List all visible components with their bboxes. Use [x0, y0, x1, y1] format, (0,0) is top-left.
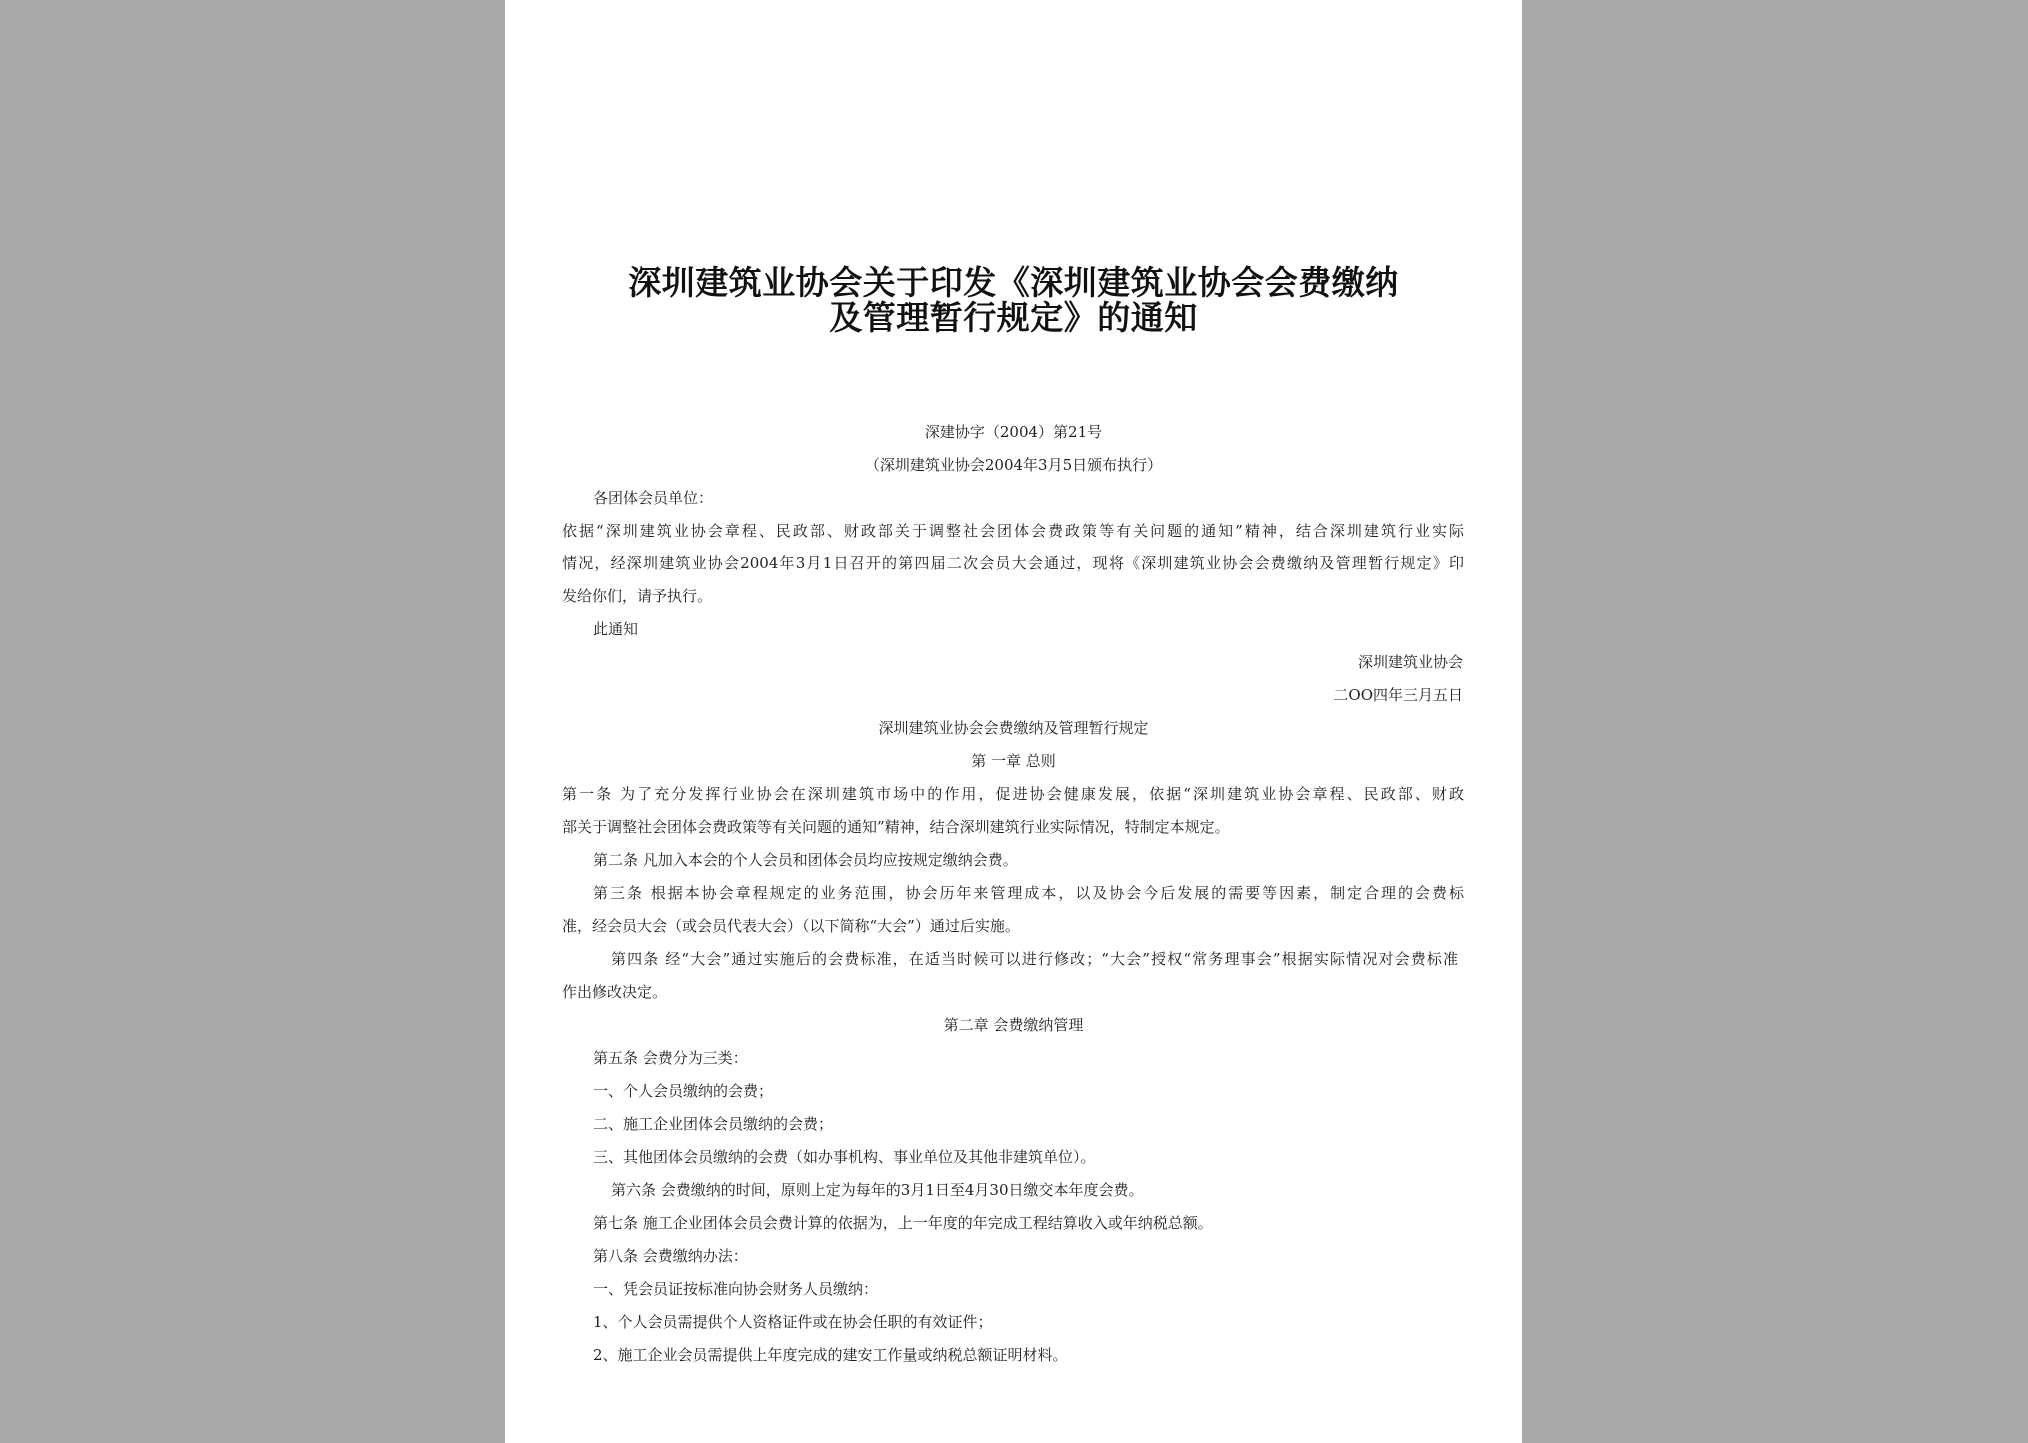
- sign-date: 二OO四年三月五日: [1333, 686, 1463, 704]
- paragraph-line: 依据“深圳建筑业协会章程、民政部、财政部关于调整社会团体会费政策等有关问题的通知”精神，结合深圳建筑行业实际: [562, 522, 1464, 540]
- article-line: 部关于调整社会团体会费政策等有关问题的通知”精神，结合深圳建筑行业实际情况，特制定本规定。: [562, 818, 1230, 836]
- article-line: 作出修改决定。: [562, 983, 668, 1001]
- list-item: 一、个人会员缴纳的会费；: [593, 1082, 774, 1100]
- chapter-heading: 第二章 会费缴纳管理: [943, 1016, 1084, 1034]
- paragraph-line: 发给你们，请予执行。: [562, 587, 713, 605]
- paragraph-line: 情况，经深圳建筑业协会2004年3月1日召开的第四届二次会员大会通过，现将《深圳建筑业协会会费缴纳及管理暂行规定》印: [562, 554, 1464, 572]
- document-title-line2: 及管理暂行规定》的通知: [829, 298, 1198, 337]
- list-item: 1、个人会员需提供个人资格证件或在协会任职的有效证件；: [593, 1313, 993, 1331]
- article-line: 第八条 会费缴纳办法：: [593, 1247, 748, 1265]
- rules-title: 深圳建筑业协会会费缴纳及管理暂行规定: [878, 719, 1149, 737]
- document-title-line1: 深圳建筑业协会关于印发《深圳建筑业协会会费缴纳: [628, 263, 1399, 302]
- article-line: 准，经会员大会（或会员代表大会）（以下简称“大会”）通过后实施。: [562, 917, 1020, 935]
- list-item: 三、其他团体会员缴纳的会费（如办事机构、事业单位及其他非建筑单位）。: [593, 1148, 1096, 1166]
- article-line: 第三条 根据本协会章程规定的业务范围，协会历年来管理成本，以及协会今后发展的需要等因素，制定合理的会费标: [593, 884, 1464, 902]
- signer: 深圳建筑业协会: [1357, 653, 1463, 671]
- doc-number: 深建协字（2004）第21号: [924, 423, 1103, 441]
- article-line: 第四条 经“大会”通过实施后的会费标准，在适当时候可以进行修改；“大会”授权“常务理事会”根据实际情况对会费标准: [611, 950, 1458, 968]
- chapter-heading: 第 一章 总则: [971, 752, 1056, 770]
- article-line: 第二条 凡加入本会的个人会员和团体会员均应按规定缴纳会费。: [593, 851, 1018, 869]
- document-page: [505, 0, 1522, 1443]
- list-item: 2、施工企业会员需提供上年度完成的建安工作量或纳税总额证明材料。: [593, 1346, 1068, 1364]
- list-item: 二、施工企业团体会员缴纳的会费；: [593, 1115, 834, 1133]
- list-item: 一、凭会员证按标准向协会财务人员缴纳：: [593, 1280, 879, 1298]
- salutation: 各团体会员单位：: [593, 489, 714, 507]
- article-line: 第七条 施工企业团体会员会费计算的依据为，上一年度的年完成工程结算收入或年纳税总额。: [593, 1214, 1213, 1232]
- article-line: 第一条 为了充分发挥行业协会在深圳建筑市场中的作用，促进协会健康发展，依据“深圳建筑业协会章程、民政部、财政: [562, 785, 1464, 803]
- issued-note: （深圳建筑业协会2004年3月5日颁布执行）: [864, 456, 1163, 474]
- article-line: 第六条 会费缴纳的时间，原则上定为每年的3月1日至4月30日缴交本年度会费。: [611, 1181, 1144, 1199]
- closing: 此通知: [593, 620, 639, 638]
- article-line: 第五条 会费分为三类：: [593, 1049, 748, 1067]
